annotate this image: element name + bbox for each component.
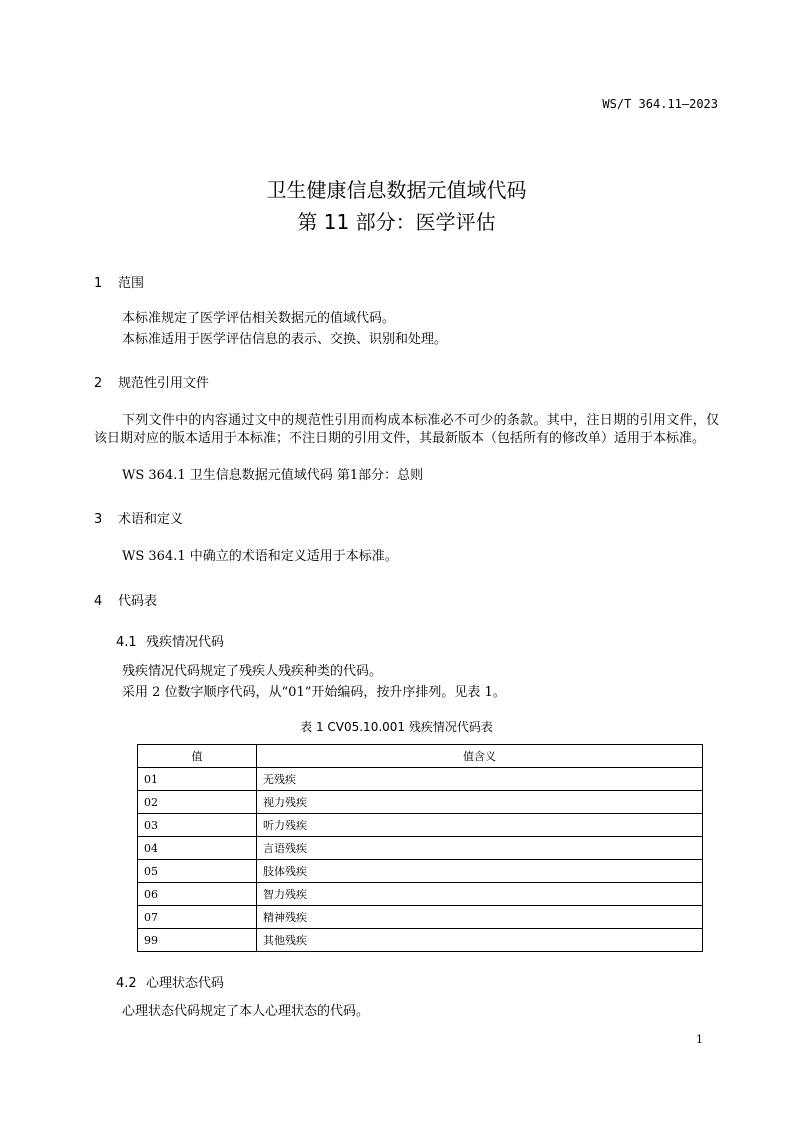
section-1-heading [94, 272, 144, 291]
normative-reference: WS 364.1 卫生信息数据元值域代码 第1部分：总则 [122, 468, 424, 483]
section-title: 规范性引用文件 [118, 376, 210, 391]
table-row [138, 906, 703, 929]
section-4-2-heading [116, 972, 224, 991]
section-title: 范围 [118, 276, 145, 291]
meaning-cell: 无残疾 [257, 768, 703, 791]
table-row [138, 791, 703, 814]
section-4-1-paragraph-1: 残疾情况代码规定了残疾人残疾种类的代码。 [122, 664, 383, 679]
section-4-heading [94, 590, 157, 609]
table-row [138, 768, 703, 791]
page-number: 1 [696, 1033, 703, 1046]
code-cell: 03 [138, 814, 257, 837]
section-title: 代码表 [118, 594, 158, 609]
section-number: 1 [94, 276, 103, 291]
table-caption: 表 1 CV05.10.001 残疾情况代码表 [300, 720, 493, 734]
table-row [138, 814, 703, 837]
table-header-row [138, 745, 703, 768]
section-title: 术语和定义 [118, 512, 184, 527]
code-cell: 04 [138, 837, 257, 860]
disability-code-table [137, 744, 703, 952]
section-4-1-heading [116, 631, 224, 650]
section-1-paragraph-1: 本标准规定了医学评估相关数据元的值域代码。 [122, 311, 396, 326]
code-cell: 01 [138, 768, 257, 791]
document-subtitle: 第 11 部分：医学评估 [297, 210, 496, 234]
section-3-heading [94, 508, 183, 527]
standard-code: WS/T 364.11—2023 [602, 97, 718, 111]
code-cell: 06 [138, 883, 257, 906]
table-row [138, 883, 703, 906]
section-number: 4 [94, 594, 103, 609]
column-header-meaning: 值含义 [257, 745, 703, 768]
section-number: 4.1 [116, 635, 137, 650]
meaning-cell: 智力残疾 [257, 883, 703, 906]
table-row [138, 860, 703, 883]
section-number: 2 [94, 376, 103, 391]
code-cell: 07 [138, 906, 257, 929]
code-cell: 02 [138, 791, 257, 814]
meaning-cell: 其他残疾 [257, 929, 703, 952]
section-4-1-paragraph-2: 采用 2 位数字顺序代码，从“01”开始编码，按升序排列。见表 1。 [122, 685, 506, 700]
section-1-paragraph-2: 本标准适用于医学评估信息的表示、交换、识别和处理。 [122, 332, 448, 347]
section-4-2-paragraph-1: 心理状态代码规定了本人心理状态的代码。 [122, 1004, 370, 1019]
section-number: 4.2 [116, 976, 137, 991]
table-row [138, 929, 703, 952]
section-2-paragraph-1: 下列文件中的内容通过文中的规范性引用而构成本标准必不可少的条款。其中，注日期的引用文件，仅该日期对应的版本适用于本标准；不注日期的引用文件，其最新版本（包括所有的修改单）适用于本标准。 [94, 413, 719, 446]
column-header-value: 值 [138, 745, 257, 768]
meaning-cell: 听力残疾 [257, 814, 703, 837]
section-number: 3 [94, 512, 103, 527]
meaning-cell: 精神残疾 [257, 906, 703, 929]
code-cell: 05 [138, 860, 257, 883]
document-title: 卫生健康信息数据元值域代码 [266, 178, 527, 202]
section-title: 残疾情况代码 [146, 635, 225, 650]
section-title: 心理状态代码 [146, 976, 225, 991]
code-cell: 99 [138, 929, 257, 952]
section-3-paragraph-1: WS 364.1 中确立的术语和定义适用于本标准。 [122, 549, 398, 564]
meaning-cell: 肢体残疾 [257, 860, 703, 883]
meaning-cell: 言语残疾 [257, 837, 703, 860]
section-2-heading [94, 372, 209, 391]
table-row [138, 837, 703, 860]
meaning-cell: 视力残疾 [257, 791, 703, 814]
